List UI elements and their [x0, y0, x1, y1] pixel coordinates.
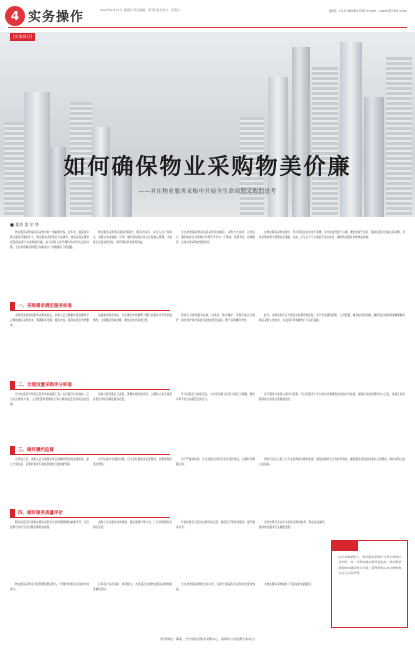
- section-marker: [10, 509, 15, 517]
- text-column: 全生命周期采购理念的运用，有助于提高政府采购的质量和效益。: [176, 583, 255, 592]
- text-column: 采购需求是物业服务采购的起点，采购人应当根据实际需要科学合理地确定采购需求，明确服务范围、服务内容、服务标准及考核要求。: [10, 314, 89, 328]
- column-tag: [实务探讨]: [10, 33, 35, 41]
- text-column: 评分因素应当细化量化，与评审因素对应的分值应当明确，避免评审专家自由裁量空间过大。: [176, 393, 255, 402]
- text-column: 对于检查中发现的问题，应当及时通知供应商整改，并跟踪整改落实情况。: [93, 458, 172, 467]
- section-heading: 二、合理设置采购评分标准: [10, 381, 170, 389]
- text-column: 对于服务方案等主观评分因素，可以设置多个评分档次并明确各档次的评分标准，提高评审的客观性和公正性，使真正具有服务能力的供应商脱颖而出。: [259, 393, 405, 402]
- text-column: 全生命周期采购是指将采购需求确定、采购方式选择、合同签订、履约验收以及绩效评价等环节作为一个整体，统筹考虑、协调推进，从而实现采购结果最优化。: [176, 231, 255, 245]
- contact-info: 编辑：010-68464356 Email：pwzz@163.com: [328, 9, 407, 13]
- text-column: 同时可以引入第三方专业机构参与履约监督，提高监督的专业性和有效性，确保服务质量始终满足合同要求，维护采购人的合法权益。: [259, 458, 405, 467]
- text-column: 对于严重违约的，应当按照合同约定追究违约责任，必要时可解除合同。: [176, 458, 255, 467]
- section-marker: [10, 446, 15, 454]
- section-heading: 四、做好服务质量评价: [10, 509, 170, 517]
- article-subtitle: ——对在物业服务采购中开展全生命周期采购的思考: [138, 189, 277, 195]
- header-rule: [8, 27, 407, 28]
- text-column: 评价结果应当及时反馈给供应商，督促其不断改进服务，提升服务水平。: [176, 521, 255, 530]
- issue-meta: 2022年6月23日 星期四 责任编辑：郭 明 版式设计：彭春立: [100, 8, 181, 12]
- text-column: 采购人可以通过问卷调查、满意度测评等方式，广泛听取服务对象的意见。: [93, 521, 172, 530]
- text-column: 物业服务采购全过程管理需要采购人、代理机构和供应商的共同参与。: [10, 583, 89, 592]
- editor-note-tab: [332, 541, 358, 551]
- text-column: 只有各方各司其职、协同配合，才能真正实现物业服务采购物美价廉的目标。: [93, 583, 172, 592]
- article-title-block: [0, 150, 415, 195]
- editor-note-text: 在中央国家机关，物业服务采购作为集中采购目录中的一项，其需求越来越受到重视。物业服务采购如何确保物美价廉，值得采购人和代理机构共同关注和思考。: [338, 555, 402, 576]
- text-column: 为物业服务采购提供了可借鉴的实践路径。: [264, 583, 314, 586]
- text-column: 在编制采购需求时，可以通过市场调研了解行业服务水平和价格情况，合理确定预算金额，避免需求过高或过低。: [93, 314, 172, 323]
- author-affiliation: （作者单位：海南、万宁市政府集中采购中心、深圳市公共资源交易中心）: [157, 637, 257, 641]
- text-column: 在物业服务采购实践中，部分项目存在需求不清晰、评分标准设置不合理、履约监督不到位、服务质量评价缺失等问题，导致采购结果与预期存在差距。对此，应从以下几方面着手加以改进，确保物业服务采购物美价廉。: [259, 231, 405, 240]
- page-number-badge: 4: [5, 6, 25, 26]
- editor-note-box: [331, 540, 408, 628]
- section-heading: 三、做好履约监督: [10, 446, 170, 454]
- text-column: 价格分值设置应当适度，既要体现价格竞争，又要防止供应商恶意低价中标后降低服务质量。: [93, 393, 172, 402]
- text-column: 此外，采购需求还应与项目实际情况相匹配，充分考虑建筑面积、人员配置、服务时间等因素，确保供应商能够准确理解并响应采购人的需求，为后续评审和履约打下良好基础。: [259, 314, 405, 323]
- text-column: 评价结果还可以作为后续采购的参考，形成良性循环，推动物业服务行业健康发展。: [259, 521, 327, 530]
- text-column: 物业服务采购是政府采购中的一项重要内容。近年来，随着政府购买服务范围的扩大，物业服务采购项目日益增多，如何在保证服务质量的前提下实现物美价廉，成为采购人和代理机构共同关注的问题。全生命周期采购理念为解决这一问题提供了新思路。: [10, 231, 89, 250]
- text-column: 合同签订后，采购人应当加强对供应商履约情况的监督检查，建立日常巡查、定期检查和专项检查相结合的监督机制。: [10, 458, 89, 467]
- page-header: [0, 0, 415, 40]
- section-marker: [10, 381, 15, 389]
- text-column: 评分标准是引导供应商竞争的重要工具。在设置评分标准时，应当突出服务方案、人员配置和管理能力等与服务质量密切相关的因素。: [10, 393, 89, 407]
- section-heading: 一、采购需求满足服务标准: [10, 302, 170, 310]
- section-marker: [10, 302, 15, 310]
- text-column: 服务质量评价是物业服务采购全生命周期管理的重要环节，评价结果可以作为支付服务费用的依据。: [10, 521, 89, 530]
- article-title: 如何确保物业采购物美价廉: [63, 154, 352, 180]
- byline: ■ 聂涛 姜 尔 华: [10, 222, 39, 227]
- text-column: 物业服务采购具有服务周期长、服务内容多、涉及人员广等特点，需要从需求编制、评审、履约到验收评价全过程加以管理，才能真正实现采购目标，提升财政资金使用效益。: [93, 231, 172, 245]
- text-column: 同时应当细化服务标准，对保洁、秩序维护、设施设备运行维护、绿化养护等内容提出具体的量化指标，便于后续履约考核。: [176, 314, 255, 323]
- section-name: 实务操作: [28, 10, 85, 25]
